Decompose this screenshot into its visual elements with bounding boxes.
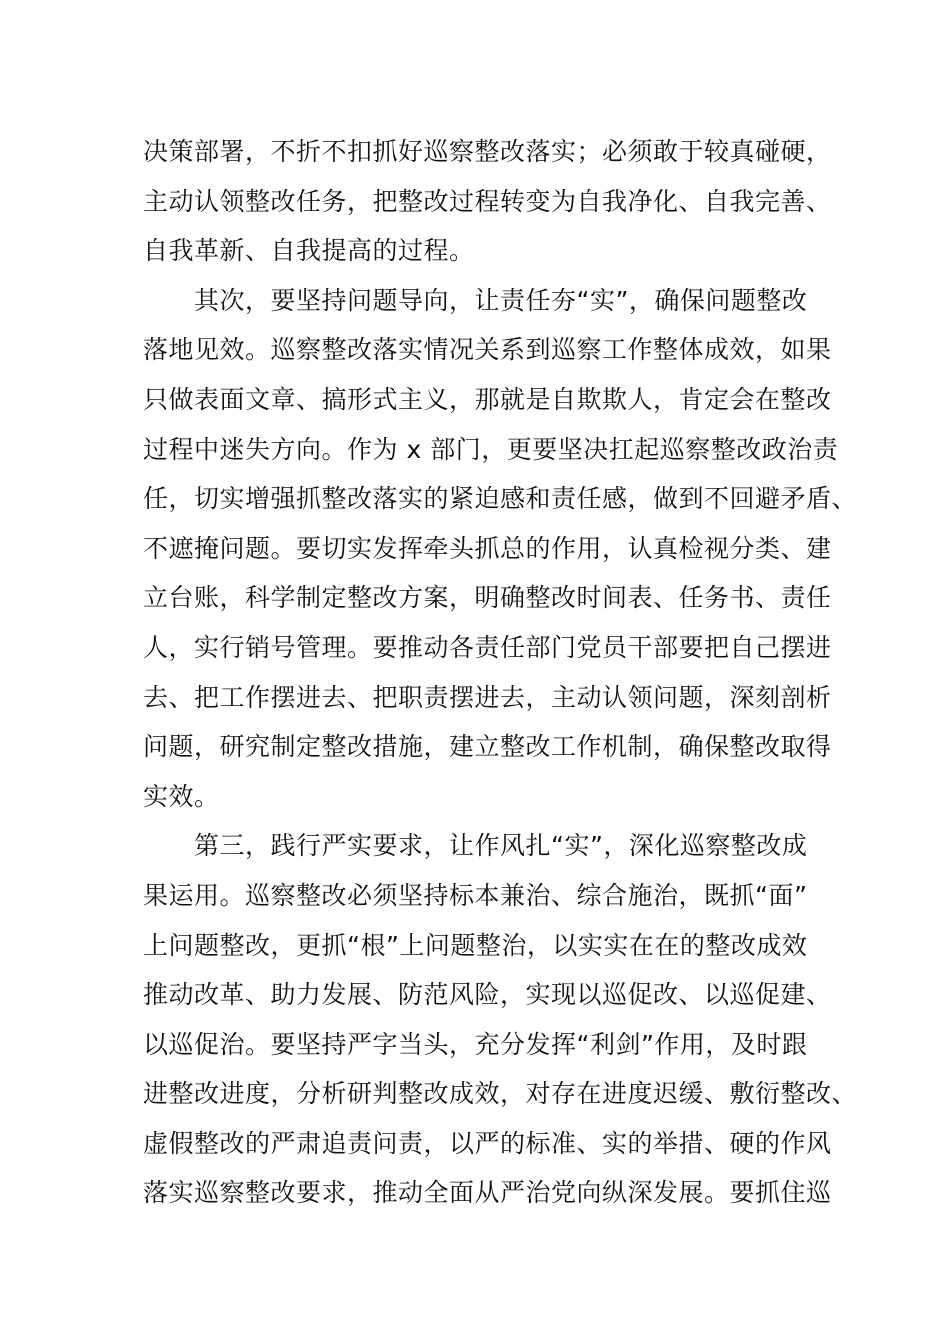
text-line: 虚假整改的严肃追责问责，以严的标准、实的举措、硬的作风	[143, 1128, 832, 1158]
text-line: 进整改进度，分析研判整改成效，对存在进度迟缓、敷衍整改、	[143, 1079, 858, 1109]
text-line: 果运用。巡察整改必须坚持标本兼治、综合施治，既抓“面”	[143, 880, 808, 910]
text-line: 落地见效。巡察整改落实情况关系到巡察工作整体成效，如果	[143, 335, 832, 365]
text-line: 第三，践行严实要求，让作风扎“实”，深化巡察整改成	[143, 831, 808, 861]
text-line: 人，实行销号管理。要推动各责任部门党员干部要把自己摆进	[143, 632, 832, 662]
body-text	[143, 127, 858, 1218]
text-line: 问题，研究制定整改措施，建立整改工作机制，确保整改取得	[143, 732, 832, 762]
text-line: 落实巡察整改要求，推动全面从严治党向纵深发展。要抓住巡	[143, 1178, 832, 1208]
text-line: 去、把工作摆进去、把职责摆进去，主动认领问题，深刻剖析	[143, 682, 832, 712]
text-line: 决策部署，不折不扣抓好巡察整改落实；必须敢于较真碰硬，	[143, 137, 832, 166]
text-line: 只做表面文章、搞形式主义，那就是自欺欺人，肯定会在整改	[143, 384, 832, 414]
text-line: 自我革新、自我提高的过程。	[143, 236, 475, 266]
text-line: 实效。	[143, 781, 220, 811]
text-line: 立台账，科学制定整改方案，明确整改时间表、任务书、责任	[143, 583, 832, 613]
text-line: 其次，要坚持问题导向，让责任夯“实”，确保问题整改	[143, 285, 808, 315]
text-line: 过程中迷失方向。作为 x 部门，更要坚决扛起巡察整改政治责	[143, 434, 839, 464]
text-line: 以巡促治。要坚持严字当头，充分发挥“利剑”作用，及时跟	[143, 1029, 808, 1059]
text-line: 推动改革、助力发展、防范风险，实现以巡促改、以巡促建、	[143, 980, 832, 1010]
text-line: 不遮掩问题。要切实发挥牵头抓总的作用，认真检视分类、建	[143, 533, 832, 563]
text-line: 任，切实增强抓整改落实的紧迫感和责任感，做到不回避矛盾、	[143, 484, 858, 514]
text-line: 上问题整改，更抓“根”上问题整治，以实实在在的整改成效	[143, 930, 808, 960]
text-line: 主动认领整改任务，把整改过程转变为自我净化、自我完善、	[143, 186, 832, 216]
